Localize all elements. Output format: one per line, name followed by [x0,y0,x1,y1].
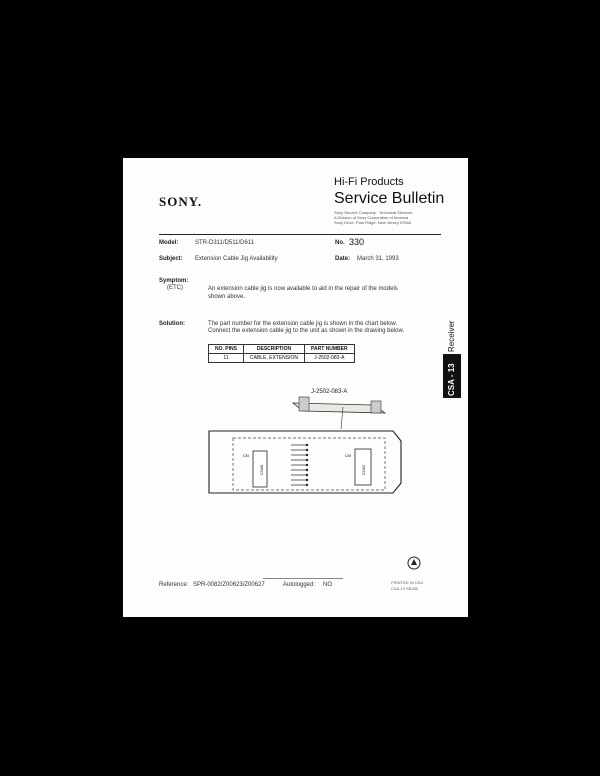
symptom-text: An extension cable jig is now available to aid in the repair of the models shown above. [208,286,398,300]
reference-value: SPR-0082/Z00623/Z00627 [193,582,265,588]
subject-label: Subject: [159,256,183,262]
no-value: 330 [349,237,365,247]
bulletin-title: Service Bulletin [334,190,445,207]
right-connector-label: CN [345,453,351,458]
symptom-sub: (ETC) [167,285,183,291]
address-line: Sony Drive, Park Ridge, New Jersey 07656 [334,220,411,225]
doc-code: CSA-13 SB330 [391,586,419,591]
autologged-value: NO [323,582,332,588]
column-header: PART NUMBER [305,345,355,354]
table-cell: J-2502-083-A [305,354,355,363]
date-value: March 31, 1993 [357,256,399,262]
autologged-label: Autologged: [283,582,316,588]
column-header: NO. PINS [209,345,244,354]
left-board-label: CN00 [259,464,264,475]
cable-leads [291,445,307,485]
solution-text: Connect the extension cable jig to the unit as shown in the drawing below. [208,328,405,334]
address-line: A Division of Sony Corporation of America [334,215,409,220]
no-label: No. [335,240,345,246]
symptom-label: Symptom: [159,278,189,284]
table-row [209,354,355,363]
header-rule [159,234,441,235]
category-tab [443,308,461,352]
callout-label: J-2502-083-A [311,389,348,395]
solution-label: Solution: [159,321,185,327]
table-cell: CABLE, EXTENSION [243,354,304,363]
pin-markers [306,444,308,486]
table-header-row [209,345,355,354]
footer-rule [263,578,343,579]
date-label: Date: [335,256,351,262]
reference-label: Reference: [159,582,189,588]
extension-cable-jig [293,397,385,429]
model-label: Model: [159,240,179,246]
section-label: CSA - 13 [447,363,456,396]
right-board-label: CN02 [361,464,366,475]
bulletin-page [123,158,468,617]
subject-value: Extension Cable Jig Availability [195,256,278,262]
model-value: STR-D311/D511/D611 [195,240,255,246]
solution-text: The part number for the extension cable jig is shown in the chart below. [208,321,398,327]
recycle-logo-icon [407,556,421,570]
address-line: Sony Service Company · Technical Services [334,210,413,215]
column-header: DESCRIPTION [243,345,304,354]
chassis-outline [209,431,401,493]
product-line: Hi-Fi Products [334,176,404,188]
left-connector-label: CN [243,453,249,458]
sony-logo: SONY. [159,194,203,209]
table-cell: 11 [209,354,244,363]
category-label: Receiver [447,320,456,352]
print-code: PRINTED IN USA [391,580,424,585]
connection-diagram [203,383,403,518]
parts-table [208,344,355,363]
section-tab [443,354,461,398]
